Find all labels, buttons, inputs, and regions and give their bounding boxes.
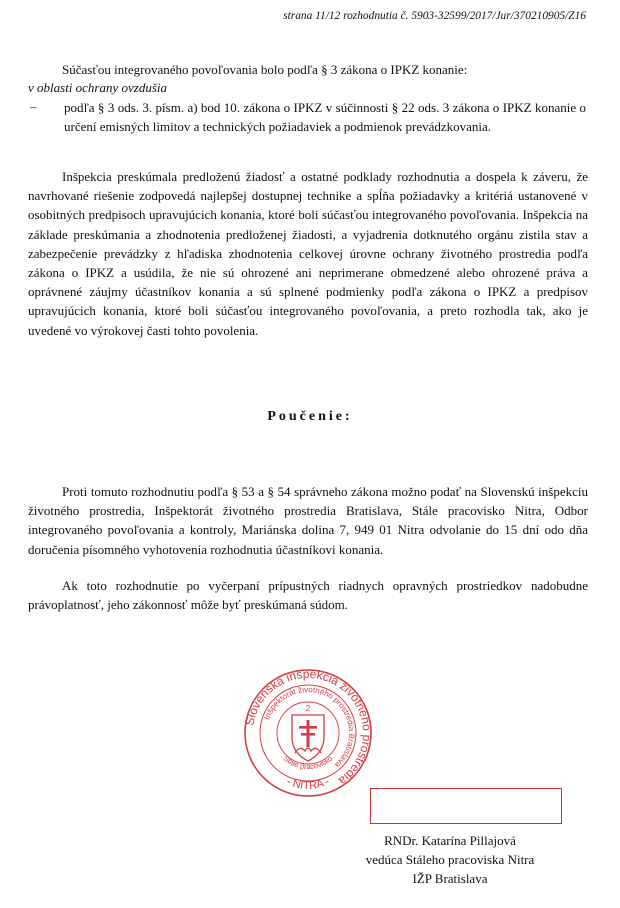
intro-paragraph: [28, 60, 588, 79]
bullet-dash: –: [30, 99, 37, 114]
coat-of-arms-icon: [292, 715, 324, 761]
reasoning-paragraph: [28, 167, 588, 340]
signature-redaction-box: [370, 788, 562, 824]
finality-text: Ak toto rozhodnutie po vyčerpaní prípustných riadnych opravných prostriedkov nadobudne právoplatnosť, jeho zákonnosť môže byť preskúmaná súdom.: [28, 578, 588, 613]
stamp-number: 2: [305, 704, 311, 713]
reasoning-text: Inšpekcia preskúmala predloženú žiadosť a ostatné podklady rozhodnutia a dospela k záveru, že navrhované riešenie zodpovedá najlepšej dostupnej technike a spĺňa požiadavky a kritériá ustanovené v osobitných predpisoch upravujúcich konania, ktoré boli súčasťou integrovaného povoľovania. Inšpekcia na základe preskúmania a zhodnotenia predloženej žiadosti, a vyjadrenia dotknutého orgánu zistila stav a zabezpečenie prevádzky z hľadiska zhodnotenia celkovej úrovne ochrany životného prostredia podľa zákona o IPKZ a usúdila, že nie sú ohrozené ani neprimerane obmedzené alebo ohrozené práva a oprávnené záujmy účastníkov konania a sú splnené podmienky podľa zákona o IPKZ a predpisov upravujúcich konania, ktoré boli súčasťou integrovaného povoľovania, a preto rozhodla tak, ako je uvedené vo výrokovej časti tohto povolenia.: [28, 169, 588, 338]
bullet-text: podľa § 3 ods. 3. písm. a) bod 10. zákona o IPKZ v súčinnosti § 22 ods. 3 zákona o IPKZ konanie o určení emisných limitov a technických požiadaviek a podmienok prevádzkovania.: [64, 100, 586, 135]
instruction-heading: Poučenie:: [267, 409, 353, 424]
stamp-bottom-text: - NITRA -: [284, 775, 332, 793]
area-label: v oblasti ochrany ovzdušia: [28, 80, 168, 95]
intro-text: Súčasťou integrovaného povoľovania bolo podľa § 3 zákona o IPKZ konanie:: [62, 62, 468, 77]
signatory-name: RNDr. Katarína Pillajová: [384, 833, 516, 848]
official-stamp: [242, 667, 374, 799]
stamp-bottom-inner-text: Stále pracovisko: [281, 753, 335, 772]
stamp-inner-text: Inšpektorát životného prostredia Bratislava: [262, 684, 357, 770]
appeal-text: Proti tomuto rozhodnutiu podľa § 53 a § 54 správneho zákona možno podať na Slovenskú inšpekciu životného prostredia, Inšpektorát životného prostredia Bratislava, Stále pracovisko Nitra, Odbor integrovaného povoľovania a kontroly, Mariánska dolina 7, 949 01 Nitra odvolanie do 15 dní odo dňa doručenia písomného vyhotovenia rozhodnutia účastníkovi konania.: [28, 484, 588, 557]
appeal-paragraph: [28, 482, 588, 559]
signatory-org: IŽP Bratislava: [412, 871, 488, 886]
finality-paragraph: [28, 576, 588, 614]
page-header: strana 11/12 rozhodnutia č. 5903-32599/2017/Jur/370210905/Z16: [283, 10, 586, 22]
signatory-role: vedúca Stáleho pracoviska Nitra: [365, 852, 535, 867]
stamp-outer-text: Slovenská inšpekcia životného prostredia: [242, 667, 374, 789]
